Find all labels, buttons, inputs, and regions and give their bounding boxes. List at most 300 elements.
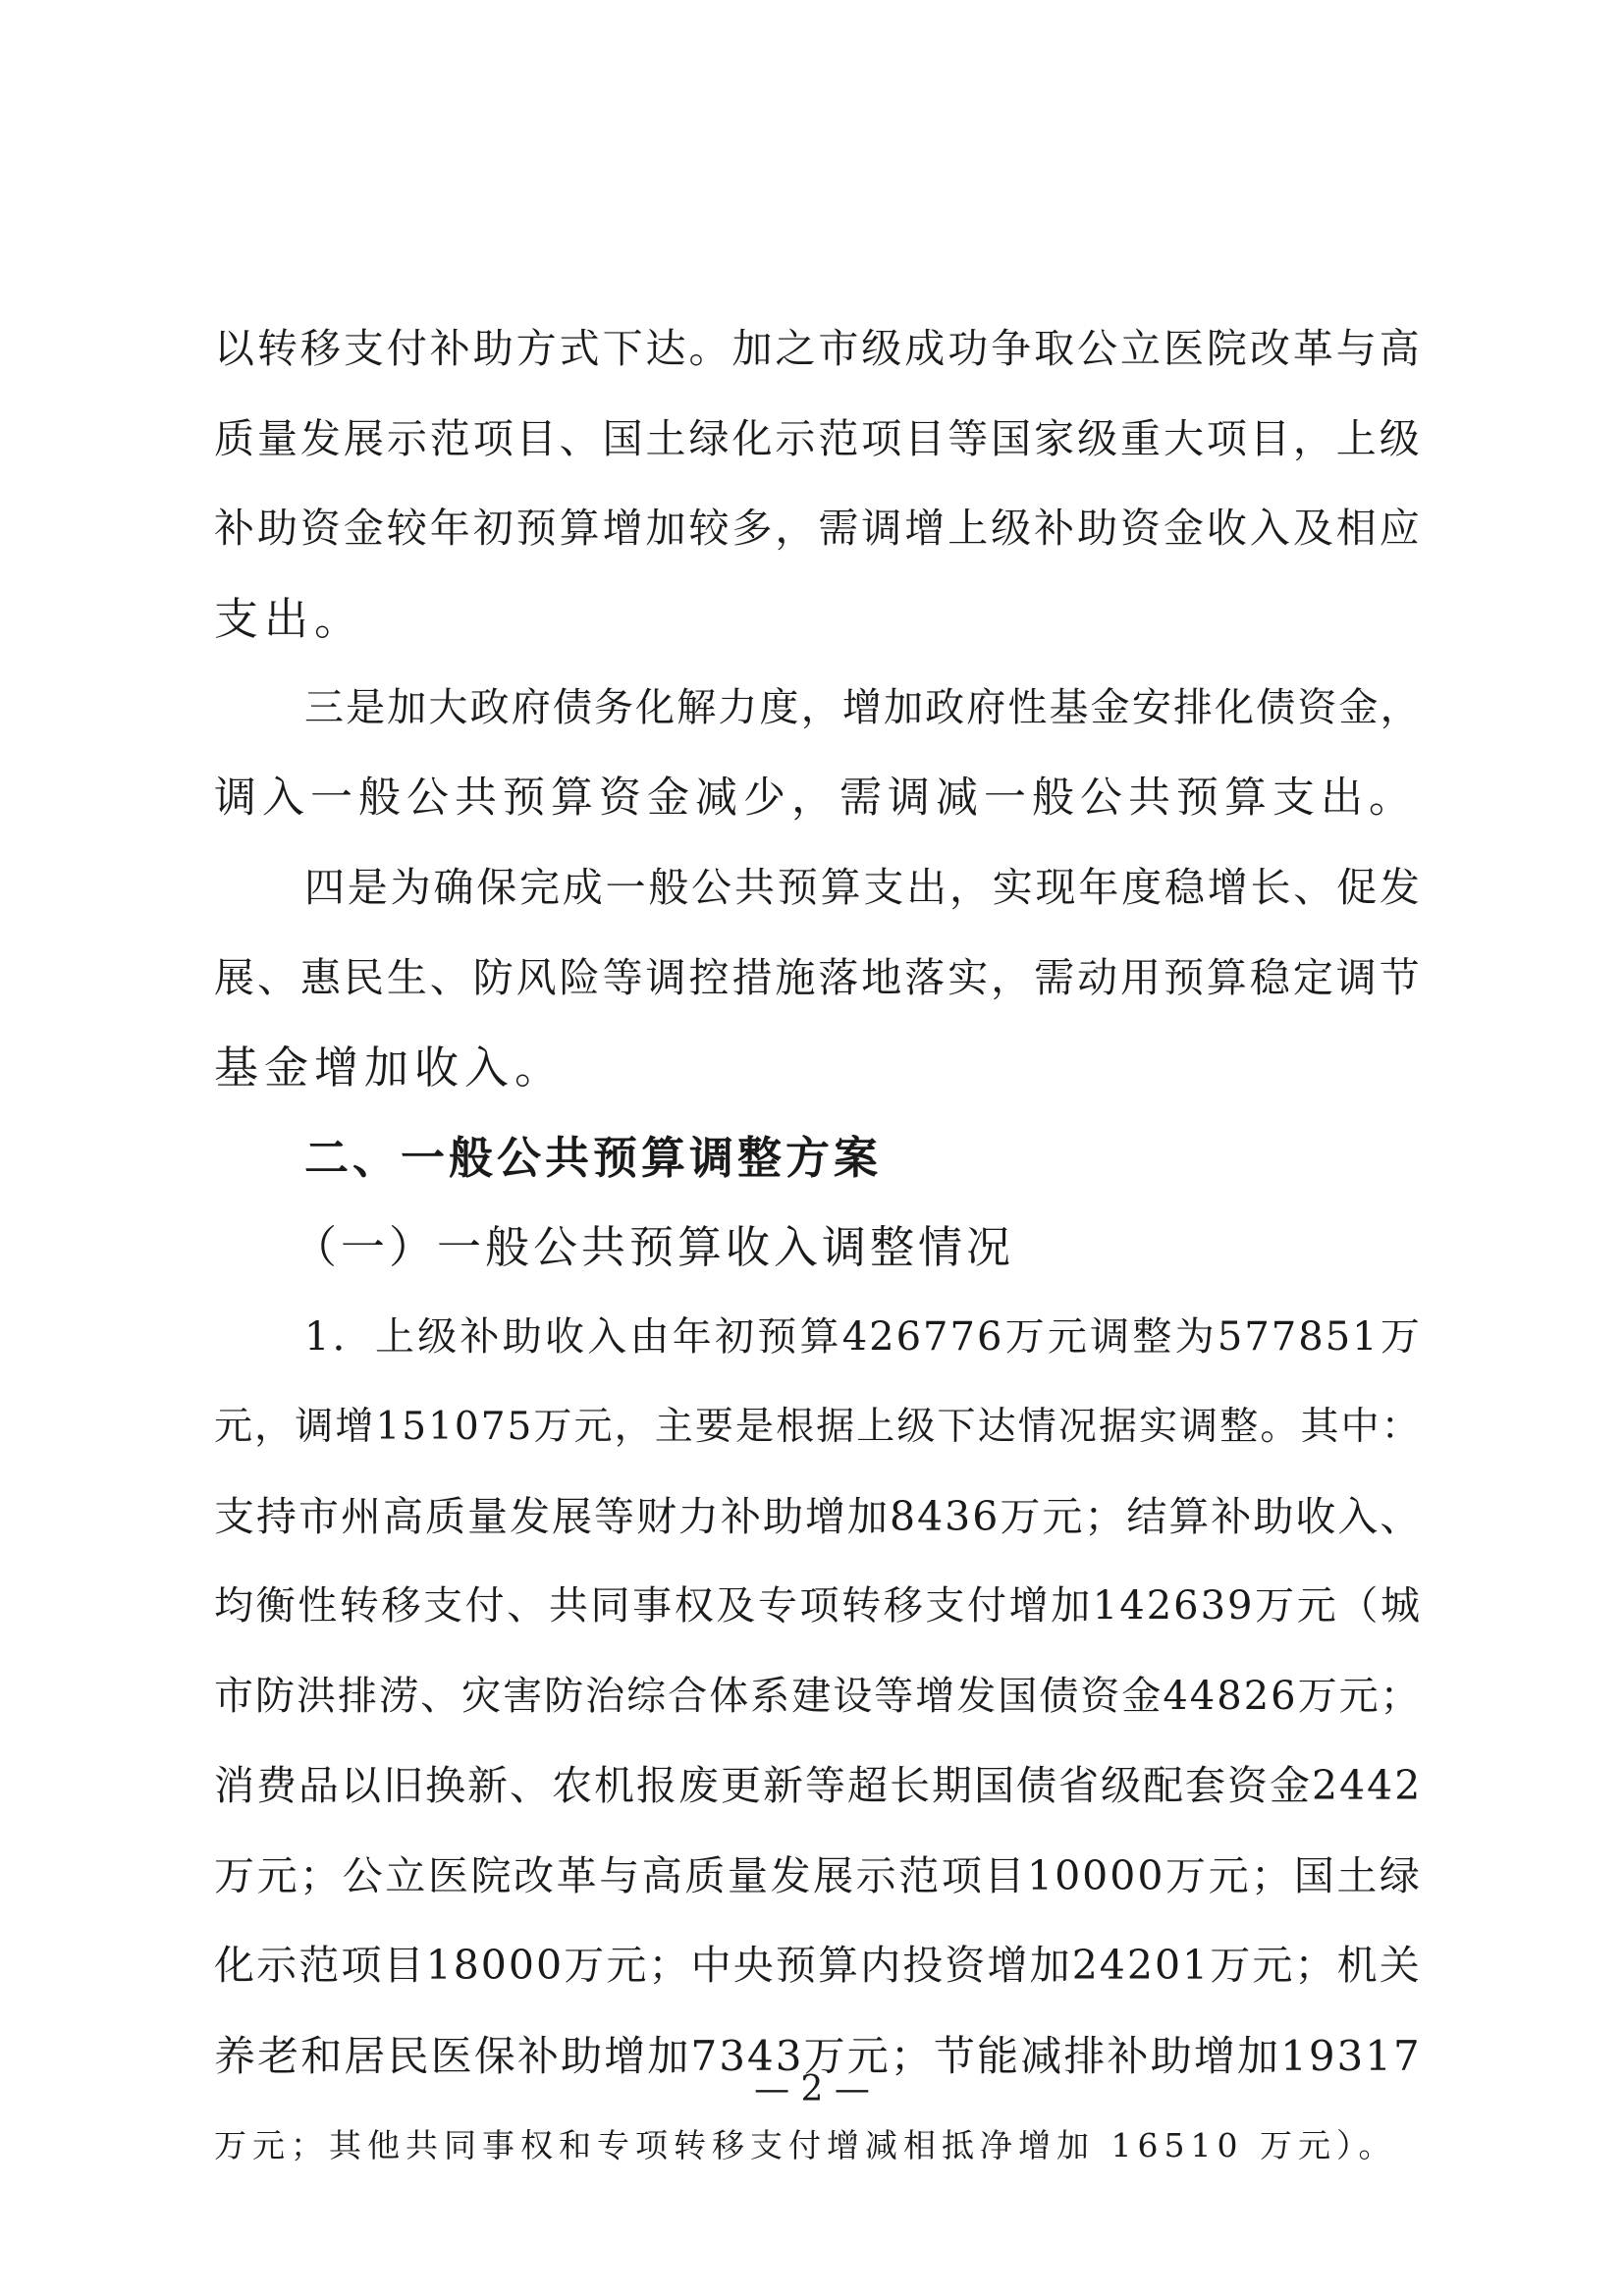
- glyph: 地: [861, 953, 904, 1001]
- glyph: 金: [1338, 685, 1380, 730]
- glyph: 州: [341, 1492, 383, 1540]
- glyph: 7343: [690, 2031, 804, 2080]
- glyph: ：: [1380, 1405, 1422, 1449]
- glyph: 万: [1004, 1313, 1047, 1360]
- glyph: 重: [1120, 414, 1164, 462]
- glyph: ，: [775, 505, 818, 552]
- glyph: 级: [896, 1405, 938, 1449]
- paragraph-line: [214, 1652, 1422, 1742]
- glyph: 补: [214, 505, 256, 552]
- glyph: 为: [1174, 1313, 1217, 1360]
- glyph: 1: [304, 1313, 332, 1360]
- glyph: 居: [344, 2031, 388, 2080]
- glyph: 府: [511, 685, 553, 730]
- glyph: 万: [1165, 1851, 1208, 1899]
- glyph: 实: [947, 953, 991, 1001]
- paragraph-line: 基金增加收入。: [214, 1041, 566, 1094]
- glyph: 助: [502, 1313, 544, 1360]
- glyph: 量: [727, 1851, 770, 1899]
- glyph: 万: [1380, 1313, 1422, 1360]
- glyph: 况: [1057, 1405, 1099, 1449]
- glyph: 灾: [461, 1673, 504, 1719]
- glyph: 共: [733, 864, 777, 911]
- glyph: 系: [750, 1673, 792, 1719]
- glyph: 增: [1193, 2031, 1237, 2080]
- glyph: 项: [1206, 414, 1249, 462]
- glyph: 等: [594, 1492, 636, 1540]
- glyph: 稳: [1249, 953, 1292, 1001]
- glyph: 范: [898, 1851, 942, 1899]
- glyph: 付: [464, 1583, 507, 1629]
- glyph: 元: [1047, 1313, 1089, 1360]
- glyph: 高: [383, 1492, 425, 1540]
- glyph: 争: [991, 325, 1034, 372]
- paragraph-line: [214, 664, 1422, 754]
- glyph: 市: [298, 1492, 341, 1540]
- glyph: 医: [430, 2031, 474, 2080]
- glyph: 算: [799, 1313, 841, 1360]
- glyph: 安: [1131, 685, 1173, 730]
- glyph: 年: [672, 1313, 714, 1360]
- glyph: 以: [214, 325, 256, 372]
- glyph: 绿: [1379, 1851, 1422, 1899]
- glyph: 防: [255, 1673, 298, 1719]
- glyph: 惠: [299, 953, 343, 1001]
- glyph: 级: [861, 325, 904, 372]
- glyph: 资: [945, 1942, 988, 1989]
- glyph: 国: [602, 414, 645, 462]
- glyph: 革: [556, 1851, 599, 1899]
- glyph: 18000: [425, 1942, 565, 1989]
- glyph: 项: [941, 1851, 984, 1899]
- glyph: 补: [516, 2031, 561, 2080]
- glyph: 、: [420, 1673, 462, 1719]
- glyph: 预: [757, 1313, 799, 1360]
- glyph: 能: [977, 2031, 1021, 2080]
- glyph: 加: [1029, 1942, 1072, 1989]
- glyph: 支: [423, 1583, 465, 1629]
- glyph: 级: [1101, 1762, 1143, 1809]
- paragraph-line: 支出。: [214, 592, 365, 645]
- glyph: 与: [599, 1851, 642, 1899]
- glyph: 加: [847, 1492, 890, 1540]
- glyph: 成: [562, 864, 605, 911]
- glyph: 其: [1300, 1405, 1341, 1449]
- glyph: ，: [254, 1405, 296, 1449]
- glyph: 收: [544, 1313, 586, 1360]
- glyph: 加: [647, 2031, 691, 2080]
- glyph: （: [1338, 1583, 1380, 1629]
- glyph: ，: [614, 1405, 655, 1449]
- glyph: 金: [1121, 1673, 1164, 1719]
- glyph: 确: [433, 864, 476, 911]
- glyph: 质: [214, 414, 256, 462]
- glyph: 化: [1215, 685, 1257, 730]
- glyph: 151075: [375, 1405, 534, 1449]
- glyph: 助: [1253, 1492, 1296, 1540]
- glyph: 。: [1260, 1405, 1301, 1449]
- glyph: 增: [987, 1942, 1030, 1989]
- glyph: 发: [956, 1673, 999, 1719]
- glyph: 上: [1335, 414, 1379, 462]
- glyph: 内: [860, 1942, 903, 1989]
- glyph: 立: [1120, 325, 1164, 372]
- glyph: 债: [552, 685, 594, 730]
- glyph: 衡: [255, 1583, 298, 1629]
- glyph: 废: [678, 1762, 721, 1809]
- glyph: 项: [472, 414, 515, 462]
- glyph: 元: [1042, 1492, 1085, 1540]
- glyph: 下: [937, 1405, 978, 1449]
- glyph: 初: [472, 505, 515, 552]
- glyph: 下: [602, 325, 645, 372]
- paragraph-line: [214, 1382, 1422, 1472]
- glyph: 调: [1090, 1313, 1132, 1360]
- glyph: 排: [338, 1673, 380, 1719]
- paragraph-line: [214, 1921, 1422, 2011]
- glyph: 加: [731, 325, 775, 372]
- glyph: 高: [1379, 325, 1422, 372]
- glyph: 增: [602, 505, 645, 552]
- glyph: 事: [632, 1583, 675, 1629]
- glyph: 国: [1293, 1851, 1336, 1899]
- glyph: 多: [731, 505, 775, 552]
- glyph: 化: [214, 1942, 256, 1989]
- glyph: 资: [299, 505, 343, 552]
- glyph: 国: [991, 414, 1034, 462]
- glyph: 专: [757, 1583, 799, 1629]
- glyph: 国: [998, 1673, 1040, 1719]
- glyph: 政: [469, 685, 512, 730]
- glyph: 增: [604, 2031, 648, 2080]
- glyph: 质: [684, 1851, 728, 1899]
- glyph: 四: [304, 864, 347, 911]
- glyph: 大: [1163, 414, 1206, 462]
- glyph: 长: [1250, 864, 1293, 911]
- glyph: 医: [427, 1851, 470, 1899]
- glyph: 措: [731, 953, 775, 1001]
- glyph: 万: [1000, 1492, 1043, 1540]
- glyph: ；: [1084, 1492, 1127, 1540]
- glyph: 发: [770, 1851, 813, 1899]
- glyph: 142639: [1092, 1583, 1255, 1629]
- glyph: 8436: [890, 1492, 1001, 1540]
- glyph: 医: [1163, 325, 1206, 372]
- glyph: 更: [721, 1762, 763, 1809]
- glyph: 助: [1077, 505, 1120, 552]
- glyph: 方: [515, 325, 559, 372]
- glyph: 涝: [379, 1673, 421, 1719]
- glyph: 44826: [1163, 1673, 1298, 1719]
- glyph: 农: [552, 1762, 594, 1809]
- glyph: 洪: [297, 1673, 339, 1719]
- glyph: 2442: [1312, 1762, 1423, 1809]
- glyph: 养: [214, 2031, 258, 2080]
- glyph: 万: [803, 2031, 847, 2080]
- glyph: 性: [1007, 685, 1050, 730]
- glyph: 化: [635, 685, 677, 730]
- glyph: 预: [515, 505, 559, 552]
- glyph: 范: [298, 1942, 342, 1989]
- glyph: ，: [1292, 414, 1335, 462]
- glyph: 报: [636, 1762, 678, 1809]
- paragraph-line: 调入一般公共预算资金减少，需调减一般公共预算支出。: [214, 773, 1417, 823]
- glyph: 调: [1179, 1405, 1220, 1449]
- paragraph-line: [214, 395, 1422, 485]
- glyph: 目: [904, 414, 947, 462]
- glyph: 助: [256, 505, 299, 552]
- glyph: 由: [629, 1313, 672, 1360]
- glyph: 治: [585, 1673, 627, 1719]
- glyph: 目: [1249, 414, 1292, 462]
- glyph: 保: [476, 864, 519, 911]
- glyph: 改: [514, 1851, 557, 1899]
- glyph: 套: [1185, 1762, 1227, 1809]
- glyph: 出: [906, 864, 949, 911]
- glyph: 补: [1034, 505, 1077, 552]
- glyph: 省: [1058, 1762, 1101, 1809]
- glyph: 级: [1379, 414, 1422, 462]
- glyph: 元: [606, 1942, 649, 1989]
- glyph: 算: [559, 505, 602, 552]
- glyph: 金: [1090, 685, 1132, 730]
- glyph: 民: [387, 2031, 431, 2080]
- glyph: 市: [214, 1673, 255, 1719]
- glyph: 一: [605, 864, 648, 911]
- glyph: 关: [1379, 1942, 1422, 1989]
- glyph: 功: [947, 325, 991, 372]
- glyph: 万: [1255, 1583, 1297, 1629]
- glyph: 、: [559, 414, 602, 462]
- glyph: 等: [602, 953, 645, 1001]
- glyph: 预: [777, 864, 820, 911]
- glyph: 年: [429, 505, 472, 552]
- glyph: 取: [1034, 325, 1077, 372]
- glyph: 债: [1016, 1762, 1058, 1809]
- glyph: 度: [759, 685, 801, 730]
- glyph: 以: [341, 1762, 383, 1809]
- glyph: 金: [343, 505, 386, 552]
- glyph: 10000: [1026, 1851, 1165, 1899]
- glyph: 展: [214, 953, 256, 1001]
- glyph: 稳: [1164, 864, 1207, 911]
- glyph: 范: [818, 414, 861, 462]
- glyph: 高: [641, 1851, 684, 1899]
- page-number: — 2 —: [754, 2069, 870, 2109]
- glyph: 是: [734, 1405, 776, 1449]
- glyph: ；: [299, 1851, 343, 1899]
- glyph: 务: [593, 685, 635, 730]
- glyph: 情: [1017, 1405, 1058, 1449]
- glyph: 体: [709, 1673, 751, 1719]
- glyph: 上: [856, 1405, 897, 1449]
- glyph: 收: [1206, 505, 1249, 552]
- glyph: 、: [256, 953, 299, 1001]
- glyph: 初: [714, 1313, 756, 1360]
- glyph: 定: [1292, 953, 1335, 1001]
- glyph: 补: [460, 1313, 502, 1360]
- glyph: 落: [904, 953, 947, 1001]
- glyph: 万: [564, 1942, 607, 1989]
- glyph: 设: [833, 1673, 875, 1719]
- glyph: 示: [775, 414, 818, 462]
- glyph: 较: [688, 505, 731, 552]
- glyph: 节: [933, 2031, 977, 2080]
- glyph: 质: [425, 1492, 467, 1540]
- glyph: 级: [1077, 414, 1120, 462]
- paragraph-line: 万元；其他共同事权和专项转移支付增减相抵净增加 16510 万元）。: [214, 2126, 1397, 2164]
- glyph: 府: [966, 685, 1008, 730]
- glyph: 保: [473, 2031, 517, 2080]
- glyph: 算: [817, 1942, 860, 1989]
- glyph: 之: [775, 325, 818, 372]
- paragraph-line: [214, 1472, 1422, 1563]
- glyph: 转: [256, 325, 299, 372]
- glyph: 426776: [841, 1313, 1004, 1360]
- glyph: 均: [214, 1583, 255, 1629]
- glyph: 、: [507, 1583, 549, 1629]
- glyph: 展: [813, 1851, 856, 1899]
- glyph: 促: [1336, 864, 1380, 911]
- glyph: 资: [1227, 1762, 1270, 1809]
- glyph: 建: [791, 1673, 834, 1719]
- glyph: 目: [383, 1942, 426, 1989]
- glyph: 院: [1206, 325, 1249, 372]
- glyph: 增: [335, 1405, 376, 1449]
- glyph: 中: [690, 1942, 733, 1989]
- glyph: 移: [883, 1583, 925, 1629]
- glyph: 助: [472, 325, 515, 372]
- glyph: 完: [518, 864, 562, 911]
- glyph: 范: [429, 414, 472, 462]
- glyph: 成: [904, 325, 947, 372]
- glyph: 元: [214, 1405, 255, 1449]
- glyph: 支: [925, 1583, 967, 1629]
- glyph: 与: [1335, 325, 1379, 372]
- glyph: 力: [718, 685, 760, 730]
- glyph: 目: [984, 1851, 1027, 1899]
- glyph: 助: [561, 2031, 605, 2080]
- glyph: 综: [626, 1673, 669, 1719]
- glyph: 上: [374, 1313, 416, 1360]
- glyph: 入: [1337, 1492, 1380, 1540]
- glyph: 万: [533, 1405, 574, 1449]
- glyph: 度: [1121, 864, 1164, 911]
- glyph: 支: [214, 1492, 256, 1540]
- glyph: 节: [1379, 953, 1422, 1001]
- glyph: 落: [818, 953, 861, 1001]
- glyph: 加: [645, 505, 688, 552]
- glyph: 万: [214, 1851, 256, 1899]
- glyph: 级: [991, 505, 1034, 552]
- glyph: 排: [1172, 685, 1215, 730]
- glyph: 旧: [383, 1762, 425, 1809]
- glyph: 补: [1211, 1492, 1254, 1540]
- glyph: 施: [775, 953, 818, 1001]
- glyph: 般: [648, 864, 691, 911]
- glyph: 土: [1336, 1851, 1380, 1899]
- glyph: 整: [1132, 1313, 1174, 1360]
- glyph: 付: [386, 325, 429, 372]
- glyph: 发: [510, 1492, 552, 1540]
- glyph: 消: [214, 1762, 256, 1809]
- glyph: 增: [841, 685, 884, 730]
- glyph: 性: [298, 1583, 340, 1629]
- glyph: 元: [1208, 1851, 1251, 1899]
- glyph: 等: [805, 1762, 847, 1809]
- glyph: 应: [1379, 505, 1422, 552]
- glyph: ；: [1294, 1942, 1337, 1989]
- glyph: 央: [732, 1942, 776, 1989]
- glyph: ，: [1380, 685, 1422, 730]
- glyph: 万: [1297, 1673, 1339, 1719]
- glyph: 项: [799, 1583, 841, 1629]
- glyph: 加: [1236, 2031, 1280, 2080]
- glyph: 移: [381, 1583, 423, 1629]
- glyph: 基: [1049, 685, 1091, 730]
- glyph: 品: [298, 1762, 341, 1809]
- glyph: 需: [818, 505, 861, 552]
- glyph: 公: [1077, 325, 1120, 372]
- glyph: 补: [429, 325, 472, 372]
- glyph: 力: [678, 1492, 721, 1540]
- glyph: 元: [256, 1851, 299, 1899]
- glyph: 加: [387, 685, 429, 730]
- glyph: 根: [776, 1405, 817, 1449]
- glyph: 新: [467, 1762, 510, 1809]
- glyph: 补: [1107, 2031, 1151, 2080]
- glyph: 。: [688, 325, 731, 372]
- glyph: 算: [820, 864, 863, 911]
- glyph: 、: [1293, 864, 1336, 911]
- glyph: 增: [805, 1492, 847, 1540]
- glyph: 要: [694, 1405, 735, 1449]
- glyph: 助: [763, 1492, 805, 1540]
- glyph: 增: [904, 505, 947, 552]
- glyph: 害: [503, 1673, 545, 1719]
- glyph: 配: [1143, 1762, 1185, 1809]
- glyph: 助: [1150, 2031, 1194, 2080]
- glyph: 土: [645, 414, 688, 462]
- glyph: 动: [1077, 953, 1120, 1001]
- glyph: 民: [343, 953, 386, 1001]
- glyph: 调: [645, 953, 688, 1001]
- glyph: 移: [299, 325, 343, 372]
- glyph: 革: [1292, 325, 1335, 372]
- glyph: 改: [1249, 325, 1292, 372]
- glyph: 整: [1219, 1405, 1261, 1449]
- glyph: 级: [417, 1313, 460, 1360]
- glyph: 收: [1295, 1492, 1338, 1540]
- paragraph-line: [214, 1741, 1422, 1832]
- paragraph-line: [214, 1562, 1422, 1652]
- glyph: 转: [841, 1583, 884, 1629]
- glyph: 老: [257, 2031, 301, 2080]
- glyph: ；: [1251, 1851, 1294, 1899]
- glyph: 长: [890, 1762, 932, 1809]
- glyph: 解: [677, 685, 719, 730]
- glyph: 元: [846, 2031, 891, 2080]
- glyph: 24201: [1071, 1942, 1211, 1989]
- glyph: 减: [1020, 2031, 1064, 2080]
- glyph: 公: [691, 864, 734, 911]
- glyph: 国: [974, 1762, 1016, 1809]
- glyph: 元: [573, 1405, 615, 1449]
- glyph: 上: [947, 505, 991, 552]
- glyph: 院: [470, 1851, 514, 1899]
- glyph: 化: [731, 414, 775, 462]
- glyph: 新: [763, 1762, 805, 1809]
